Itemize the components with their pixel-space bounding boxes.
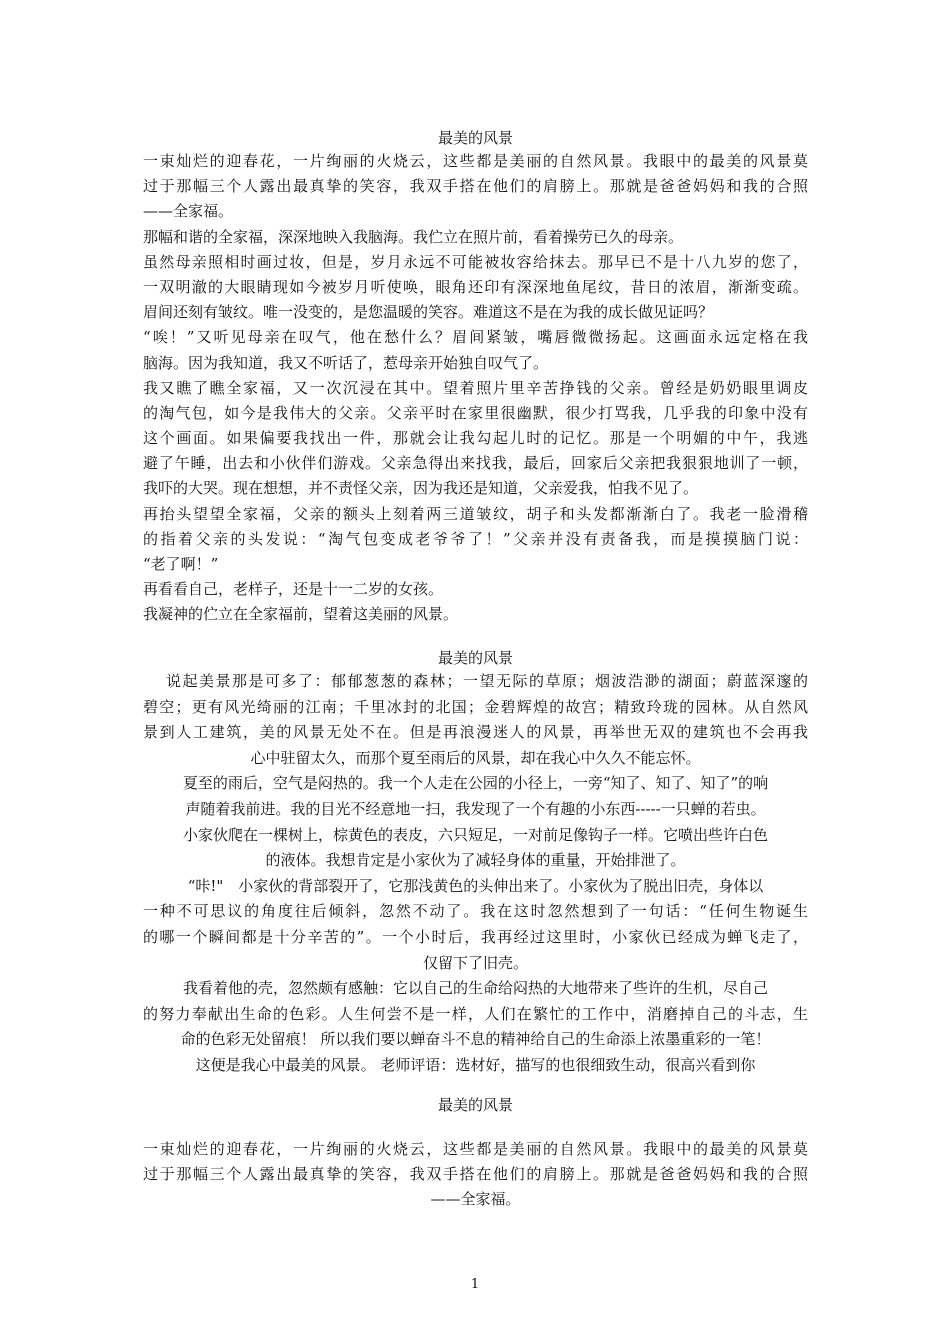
section2-body — [143, 669, 808, 1079]
text-line: 仅留下了旧壳。 — [422, 953, 528, 972]
text-line: ——全家福。 — [430, 1190, 521, 1208]
text-line: 过于那幅三个人露出最真挚的笑容，我双手搭在他们的肩膀上。那就是爸爸妈妈和我的合照 — [143, 177, 808, 196]
text-line: ——全家福。 — [143, 202, 234, 221]
text-line: 一种不可思议的角度往后倾斜，忽然不动了。我在这时忽然想到了一句话：“任何生物诞生 — [143, 902, 808, 921]
text-line: 那幅和谐的全家福，深深地映入我脑海。我伫立在照片前，看着操劳已久的母亲。 — [143, 227, 684, 246]
section2-title: 最美的风景 — [437, 649, 513, 667]
text-line: 一束灿烂的迎春花，一片绚丽的火烧云，这些都是美丽的自然风景。我眼中的最美的风景莫 — [143, 1140, 808, 1158]
text-line: 一双明澈的大眼睛现如今被岁月听使唤，眼角还印有深深地鱼尾纹，昔日的浓眉，渐渐变疏。 — [143, 277, 808, 296]
section3-body — [143, 1137, 808, 1212]
text-line: 我看着他的壳，忽然颇有感触：它以自己的生命给闷热的大地带来了些许的生机，尽自己 — [182, 979, 768, 998]
text-line: 景到人工建筑，美的风景无处不在。但是再浪漫迷人的风景，再举世无双的建筑也不会再我 — [143, 723, 808, 742]
text-line: 命的色彩无处留痕！ 所以我们要以蝉奋斗不息的精神给自己的生命添上浓墨重彩的一笔！ — [180, 1030, 771, 1049]
text-line: 碧空；更有风光绮丽的江南；千里冰封的北国；金碧辉煌的故宫；精致玲珑的园林。从自然风 — [143, 697, 808, 716]
text-line: 的淘气包，如今是我伟大的父亲。父亲平时在家里很幽默，很少打骂我，几乎我的印象中没有 — [143, 403, 808, 422]
text-line: 我凝神的伫立在全家福前，望着这美丽的风景。 — [143, 605, 459, 624]
section1-body — [143, 149, 808, 628]
text-line: 这便是我心中最美的风景。 老师评语：选材好，描写的也很细致生动，很高兴看到你 — [195, 1055, 756, 1074]
text-line: 再抬头望望全家福，父亲的额头上刻着两三道皱纹，胡子和头发都渐渐白了。我老一脸滑稽 — [143, 504, 808, 523]
text-line: 的指着父亲的头发说：“淘气包变成老爷爷了！”父亲并没有责备我，而是摸摸脑门说： — [143, 529, 808, 548]
text-line: 脑海。因为我知道，我又不听话了，惹母亲开始独自叹气了。 — [143, 353, 549, 372]
section1-title: 最美的风景 — [437, 129, 513, 147]
text-line: 的哪一个瞬间都是十分辛苦的”。一个小时后，我再经过这里时，小家伙已经成为蝉飞走了， — [143, 927, 808, 946]
text-line: “唉！”又听见母亲在叹气，他在愁什么？眉间紧皱，嘴唇微微扬起。这画面永远定格在我 — [143, 328, 808, 347]
text-line: 避了午睡，出去和小伙伴们游戏。父亲急得出来找我，最后，回家后父亲把我狠狠地训了一顿， — [143, 454, 808, 473]
text-line: 再看看自己，老样子，还是十一二岁的女孩。 — [143, 580, 444, 599]
section3-title: 最美的风景 — [437, 1096, 513, 1114]
text-line: 心中驻留太久，而那个夏至雨后的风景，却在我心中久久不能忘怀。 — [250, 748, 701, 767]
text-line: 我又瞧了瞧全家福，又一次沉浸在其中。望着照片里辛苦挣钱的父亲。曾经是奶奶眼里调皮 — [143, 378, 808, 397]
text-line: “咔!" 小家伙的背部裂开了，它那浅黄色的头伸出来了。小家伙为了脱出旧壳，身体以 — [187, 876, 764, 895]
text-line: 虽然母亲照相时画过妆，但是，岁月永远不可能被妆容给抹去。那早已不是十八九岁的您了， — [143, 252, 808, 271]
text-line: 小家伙爬在一棵树上，棕黄色的表皮，六只短足，一对前足像钩子一样。它喷出些许白色 — [182, 825, 768, 844]
text-line: 眉间还刻有皱纹。唯一没变的，是您温暖的笑容。难道这不是在为我的成长做见证吗？ — [143, 303, 714, 322]
text-line: 这个画面。如果偏要我找出一件，那就会让我勾起儿时的记忆。那是一个明媚的中午，我逃 — [143, 429, 808, 448]
page-number: 1 — [470, 1277, 480, 1292]
text-line: 说起美景那是可多了：郁郁葱葱的森林；一望无际的草原；烟波浩渺的湖面；蔚蓝深邃的 — [166, 672, 808, 690]
text-line: 一束灿烂的迎春花，一片绚丽的火烧云，这些都是美丽的自然风景。我眼中的最美的风景莫 — [143, 152, 808, 170]
text-line: 的液体。我想肯定是小家伙为了减轻身体的重量，开始排泄了。 — [265, 851, 686, 870]
text-line: 我吓的大哭。现在想想，并不责怪父亲，因为我还是知道，父亲爱我，怕我不见了。 — [143, 479, 699, 498]
text-line: “老了啊！” — [143, 555, 219, 573]
text-line: 过于那幅三个人露出最真挚的笑容，我双手搭在他们的肩膀上。那就是爸爸妈妈和我的合照 — [143, 1165, 808, 1183]
text-line: 夏至的雨后，空气是闷热的。我一个人走在公园的小径上，一旁“知了、知了、知了”的响 — [182, 774, 769, 793]
text-line: 声随着我前进。我的目光不经意地一扫，我发现了一个有趣的小东西-----一只蝉的若虫。 — [185, 799, 766, 818]
text-line: 的努力奉献出生命的色彩。人生何尝不是一样，人们在繁忙的工作中，消磨掉自己的斗志，生 — [143, 1004, 808, 1023]
